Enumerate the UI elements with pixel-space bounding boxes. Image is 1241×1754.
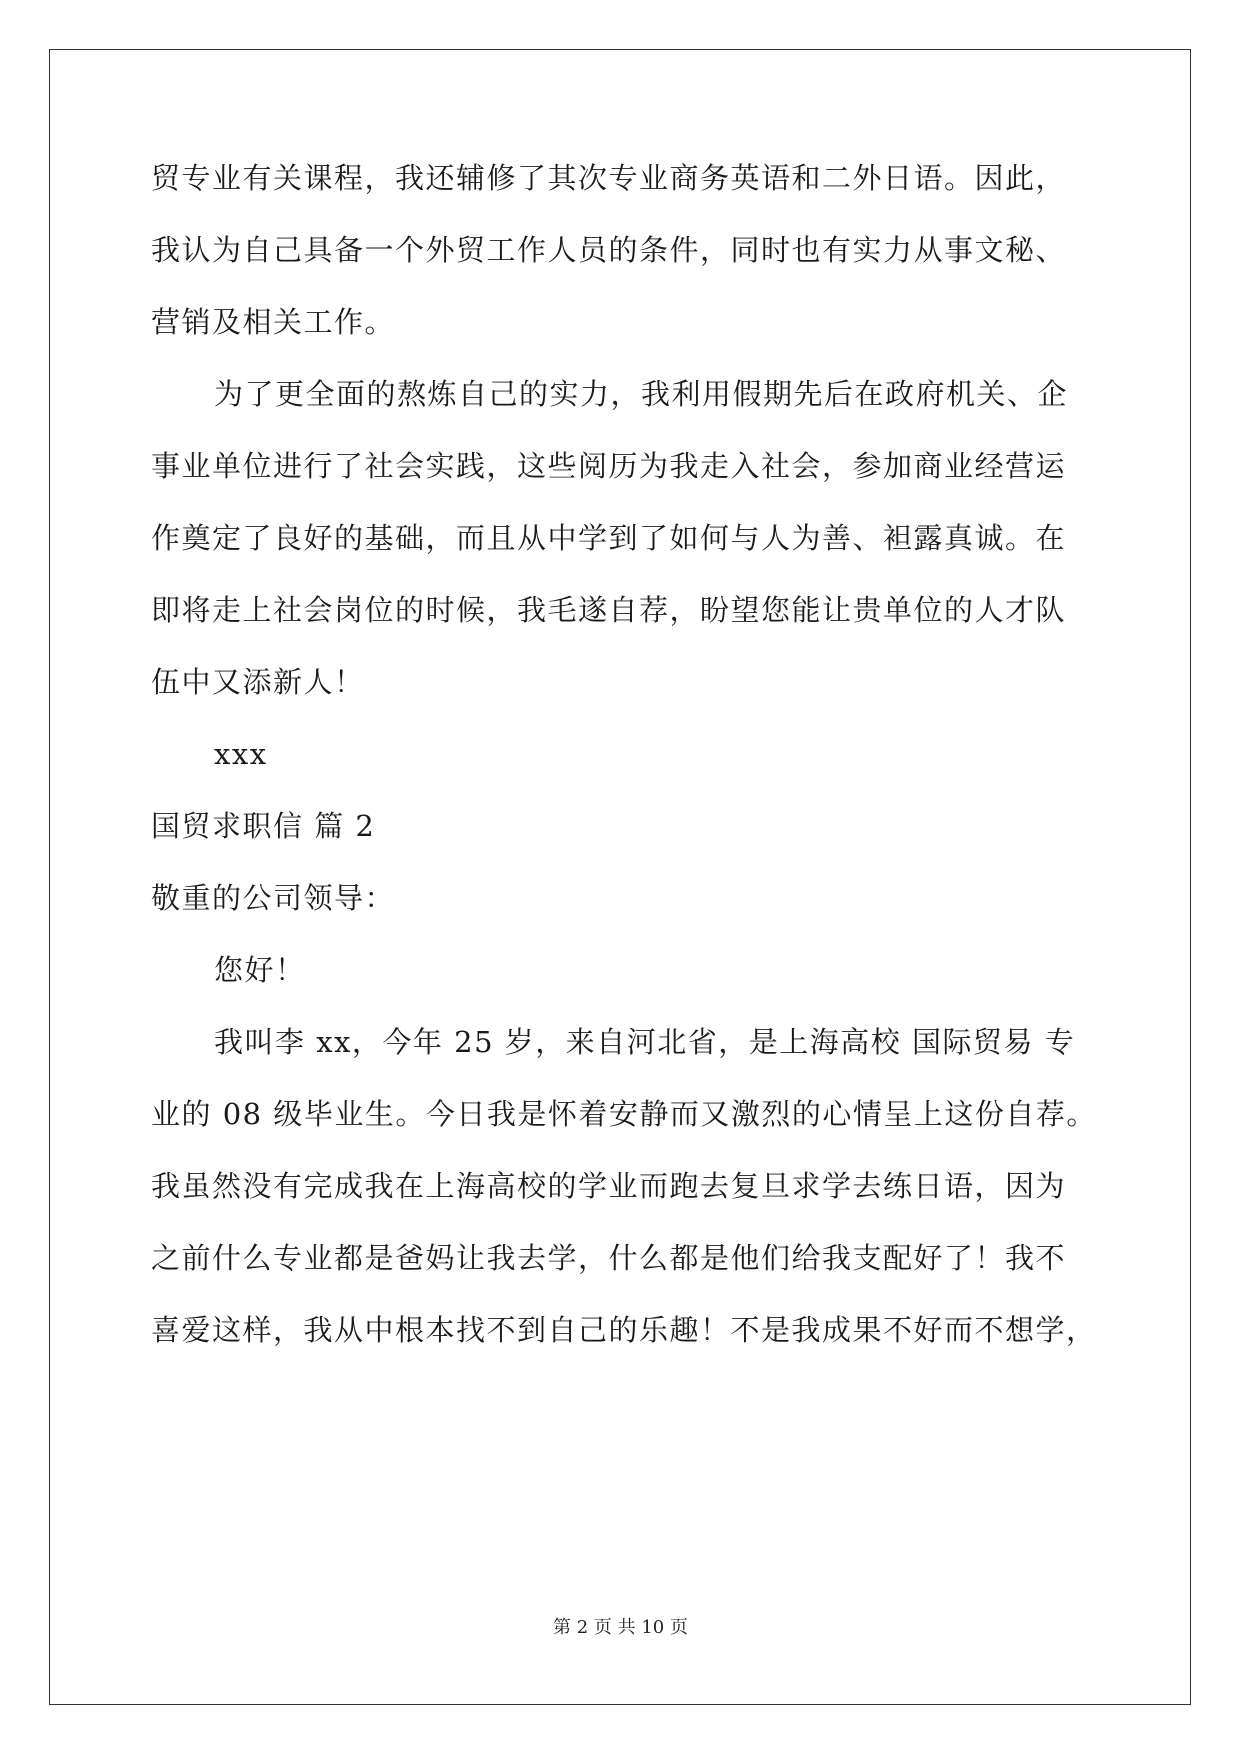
- body-line: 营销及相关工作。: [151, 305, 396, 339]
- body-line: 我叫李 xx，今年 25 岁，来自河北省，是上海高校 国际贸易 专: [214, 1025, 1076, 1059]
- greeting: 您好！: [214, 953, 306, 987]
- page-border: [49, 49, 1191, 1705]
- body-line: 贸专业有关课程，我还辅修了其次专业商务英语和二外日语。因此，: [151, 161, 1067, 195]
- body-line: 即将走上社会岗位的时候，我毛遂自荐，盼望您能让贵单位的人才队: [151, 593, 1067, 627]
- body-line: 事业单位进行了社会实践，这些阅历为我走入社会，参加商业经营运: [151, 449, 1067, 483]
- section-title: 国贸求职信 篇 2: [151, 809, 376, 843]
- body-line: 作奠定了良好的基础，而且从中学到了如何与人为善、袒露真诚。在: [151, 521, 1067, 555]
- body-line: 我虽然没有完成我在上海高校的学业而跑去复旦求学去练日语，因为: [151, 1169, 1067, 1203]
- signature: xxx: [214, 737, 268, 771]
- body-line: 为了更全面的熬炼自己的实力，我利用假期先后在政府机关、企: [214, 377, 1069, 411]
- body-line: 业的 08 级毕业生。今日我是怀着安静而又激烈的心情呈上这份自荐。: [151, 1097, 1097, 1131]
- body-line: 伍中又添新人！: [151, 665, 365, 699]
- body-line: 之前什么专业都是爸妈让我去学，什么都是他们给我支配好了！我不: [151, 1241, 1067, 1275]
- body-line: 我认为自己具备一个外贸工作人员的条件，同时也有实力从事文秘、: [151, 233, 1067, 267]
- page-number: 第 2 页 共 10 页: [553, 1617, 688, 1638]
- salutation: 敬重的公司领导：: [151, 881, 396, 915]
- body-line: 喜爱这样，我从中根本找不到自己的乐趣！不是我成果不好而不想学，: [151, 1313, 1097, 1347]
